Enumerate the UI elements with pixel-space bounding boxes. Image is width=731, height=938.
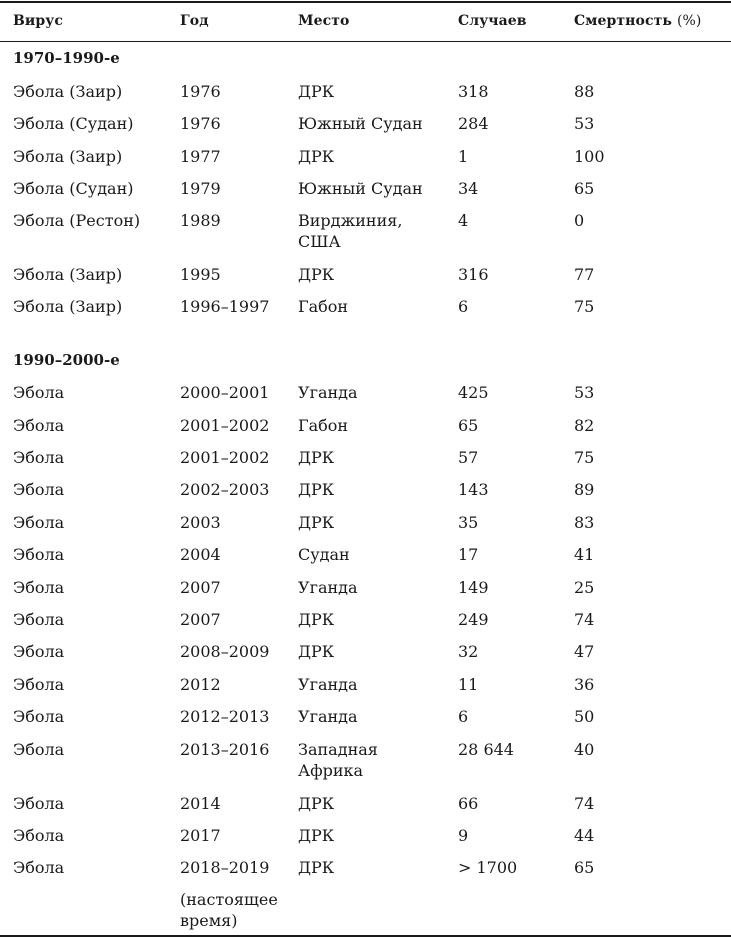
cell-virus: Эбола (Заир) (13, 265, 123, 284)
cell-mortality: 100 (574, 147, 605, 166)
cell-place: Уганда (298, 675, 358, 694)
cell-mortality: 89 (574, 480, 595, 499)
cell-virus: Эбола (13, 707, 65, 726)
cell-place: Южный Судан (298, 179, 423, 198)
cell-year: 2012–2013 (180, 707, 270, 726)
cell-virus: Эбола (Заир) (13, 297, 123, 316)
cell-year: 2000–2001 (180, 383, 270, 402)
cell-cases: 9 (458, 826, 469, 845)
cell-place: ДРК (298, 448, 335, 467)
cell-mortality: 44 (574, 826, 595, 845)
cell-cases: 318 (458, 82, 489, 101)
cell-cases: 4 (458, 211, 469, 230)
cell-year: 1976 (180, 82, 221, 101)
cell-place: Уганда (298, 707, 358, 726)
cell-place: ДРК (298, 265, 335, 284)
cell-mortality: 50 (574, 707, 595, 726)
cell-virus: Эбола (13, 642, 65, 661)
cell-year: 2001–2002 (180, 416, 270, 435)
cell-cases: 35 (458, 513, 479, 532)
cell-mortality: 74 (574, 794, 595, 813)
cell-mortality: 36 (574, 675, 595, 694)
cell-year: 1995 (180, 265, 221, 284)
cell-virus: Эбола (13, 826, 65, 845)
cell-place: ДРК (298, 82, 335, 101)
cell-virus: Эбола (13, 448, 65, 467)
cell-year: 2017 (180, 826, 221, 845)
cell-year: 2007 (180, 610, 221, 629)
cell-year: 1977 (180, 147, 221, 166)
cell-virus: Эбола (13, 578, 65, 597)
cell-mortality: 41 (574, 545, 595, 564)
cell-mortality: 88 (574, 82, 595, 101)
cell-cases: > 1700 (458, 858, 518, 877)
cell-virus: Эбола (13, 740, 65, 759)
cell-place: США (298, 232, 341, 251)
cell-cases: 425 (458, 383, 489, 402)
cell-cases: 66 (458, 794, 479, 813)
cell-mortality: 74 (574, 610, 595, 629)
cell-virus: Эбола (13, 480, 65, 499)
header-cases: Случаев (458, 13, 527, 29)
cell-mortality: 75 (574, 448, 595, 467)
cell-place: ДРК (298, 480, 335, 499)
cell-virus: Эбола (Заир) (13, 82, 123, 101)
cell-place: Африка (298, 761, 364, 780)
section-title: 1970–1990-е (13, 49, 120, 67)
cell-place: ДРК (298, 794, 335, 813)
cell-place: Габон (298, 297, 349, 316)
cell-year: 2007 (180, 578, 221, 597)
cell-cases: 149 (458, 578, 489, 597)
cell-place: Уганда (298, 578, 358, 597)
table-bottom-rule (0, 935, 731, 937)
cell-place: ДРК (298, 147, 335, 166)
cell-year: 1976 (180, 114, 221, 133)
cell-cases: 1 (458, 147, 469, 166)
cell-year: 2014 (180, 794, 221, 813)
cell-place: Уганда (298, 383, 358, 402)
cell-virus: Эбола (13, 545, 65, 564)
cell-virus: Эбола (Рестон) (13, 211, 141, 230)
cell-cases: 65 (458, 416, 479, 435)
cell-cases: 57 (458, 448, 479, 467)
cell-year: 2004 (180, 545, 221, 564)
cell-place: ДРК (298, 858, 335, 877)
cell-year: 2012 (180, 675, 221, 694)
cell-mortality: 53 (574, 383, 595, 402)
cell-virus: Эбола (13, 513, 65, 532)
cell-place: Вирджиния, (298, 211, 403, 230)
cell-year: 1979 (180, 179, 221, 198)
cell-virus: Эбола (13, 858, 65, 877)
cell-mortality: 75 (574, 297, 595, 316)
cell-place: ДРК (298, 642, 335, 661)
table-header-rule (0, 41, 731, 42)
cell-cases: 316 (458, 265, 489, 284)
cell-cases: 6 (458, 297, 469, 316)
table-top-rule (0, 1, 731, 3)
cell-mortality: 25 (574, 578, 595, 597)
cell-year: 2013–2016 (180, 740, 270, 759)
cell-mortality: 0 (574, 211, 585, 230)
cell-virus: Эбола (13, 383, 65, 402)
cell-year: 1989 (180, 211, 221, 230)
cell-year: 1996–1997 (180, 297, 270, 316)
cell-place: ДРК (298, 610, 335, 629)
cell-place: Габон (298, 416, 349, 435)
cell-cases: 32 (458, 642, 479, 661)
table-note: время) (180, 911, 238, 930)
cell-year: 2003 (180, 513, 221, 532)
header-place: Место (298, 13, 350, 29)
cell-cases: 34 (458, 179, 479, 198)
cell-virus: Эбола (Судан) (13, 179, 134, 198)
cell-mortality: 53 (574, 114, 595, 133)
cell-mortality: 83 (574, 513, 595, 532)
header-mortality: Смертность (%) (574, 13, 702, 29)
cell-year: 2018–2019 (180, 858, 270, 877)
cell-virus: Эбола (Судан) (13, 114, 134, 133)
cell-cases: 6 (458, 707, 469, 726)
cell-cases: 11 (458, 675, 479, 694)
cell-cases: 28 644 (458, 740, 514, 759)
cell-virus: Эбола (13, 794, 65, 813)
cell-place: ДРК (298, 826, 335, 845)
header-virus: Вирус (13, 13, 63, 29)
cell-place: Южный Судан (298, 114, 423, 133)
cell-cases: 17 (458, 545, 479, 564)
cell-cases: 284 (458, 114, 489, 133)
cell-virus: Эбола (13, 675, 65, 694)
cell-mortality: 65 (574, 858, 595, 877)
header-year: Год (180, 13, 209, 29)
table-note: (настоящее (180, 890, 278, 909)
cell-mortality: 47 (574, 642, 595, 661)
cell-year: 2008–2009 (180, 642, 270, 661)
cell-mortality: 82 (574, 416, 595, 435)
cell-place: Западная (298, 740, 378, 759)
cell-place: ДРК (298, 513, 335, 532)
cell-place: Судан (298, 545, 350, 564)
cell-mortality: 77 (574, 265, 595, 284)
cell-year: 2002–2003 (180, 480, 270, 499)
cell-cases: 143 (458, 480, 489, 499)
cell-year: 2001–2002 (180, 448, 270, 467)
section-title: 1990–2000-е (13, 351, 120, 369)
cell-virus: Эбола (13, 610, 65, 629)
cell-virus: Эбола (13, 416, 65, 435)
cell-cases: 249 (458, 610, 489, 629)
cell-mortality: 40 (574, 740, 595, 759)
cell-mortality: 65 (574, 179, 595, 198)
cell-virus: Эбола (Заир) (13, 147, 123, 166)
